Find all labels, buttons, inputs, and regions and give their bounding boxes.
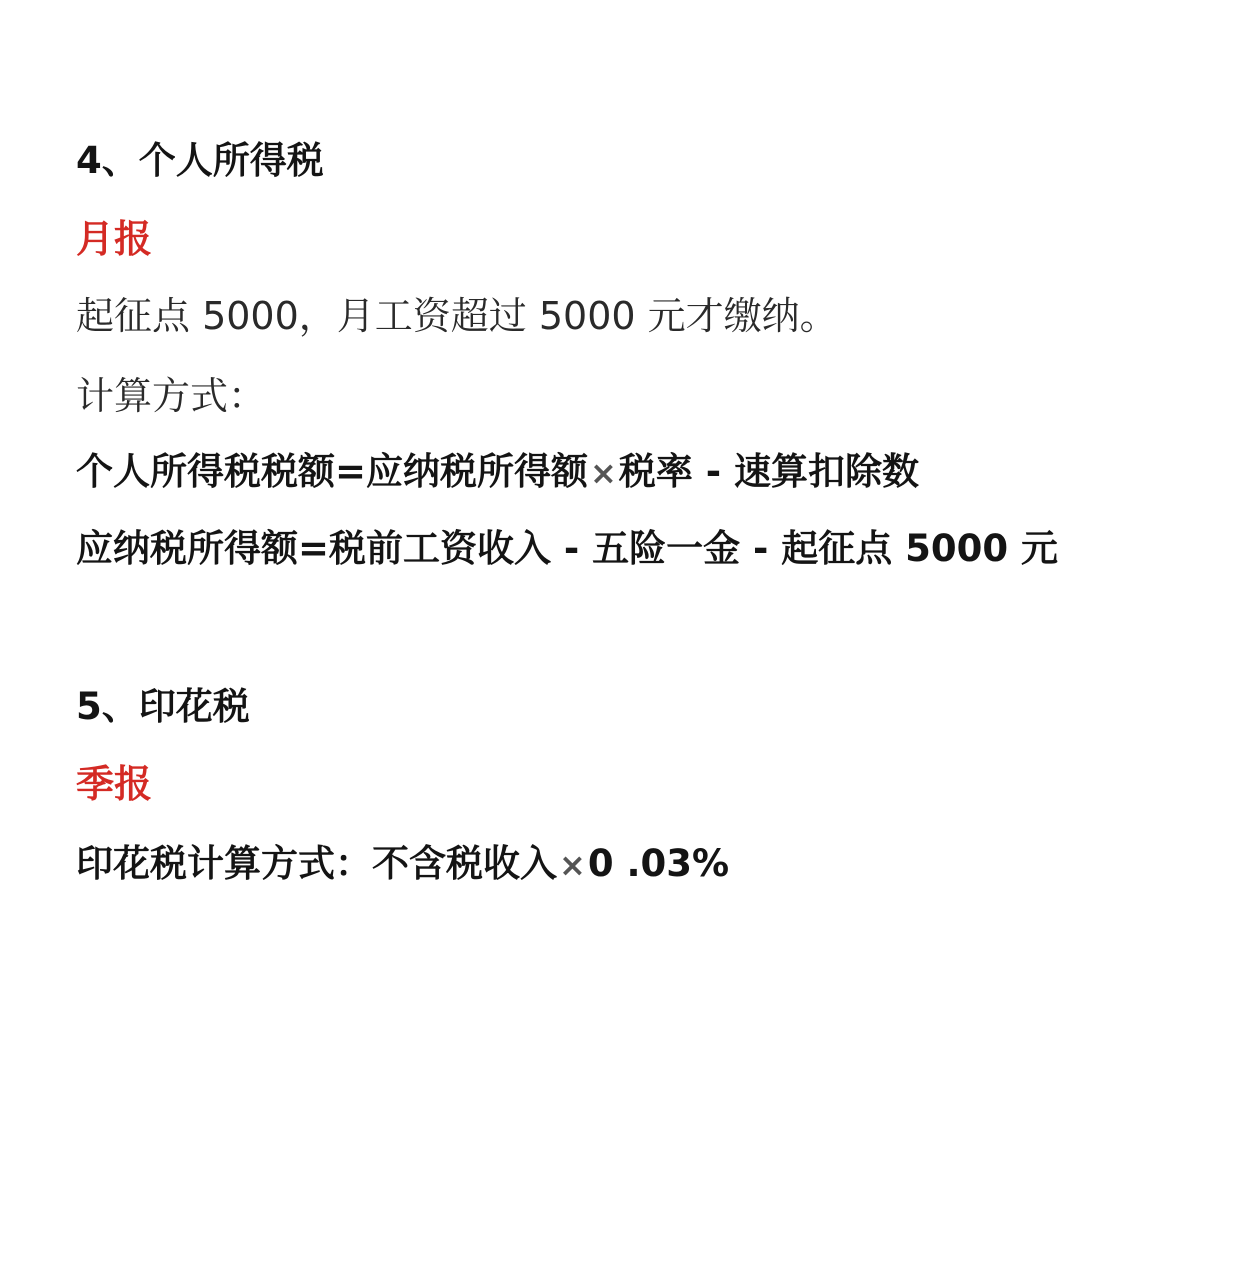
formula-1-right: 税率 - 速算扣除数	[618, 450, 919, 493]
section-4-title: 4、个人所得税	[76, 139, 324, 182]
formula-left: 印花税计算方式：不含税收入	[76, 842, 557, 885]
formula-right: 0 .03%	[587, 842, 730, 885]
section-4-formula-1	[76, 450, 919, 493]
section-4-method-label: 计算方式：	[76, 374, 267, 418]
section-5-period-label: 季报	[76, 762, 153, 806]
multiply-icon: ×	[590, 454, 617, 492]
section-4-period-label: 月报	[76, 217, 153, 261]
section-4-threshold-text: 起征点 5000，月工资超过 5000 元才缴纳。	[76, 294, 838, 338]
section-4-formula-2: 应纳税所得额=税前工资收入 - 五险一金 - 起征点 5000 元	[76, 527, 1058, 570]
section-5-title: 5、印花税	[76, 685, 250, 728]
formula-1-left: 个人所得税税额=应纳税所得额	[76, 450, 589, 493]
multiply-icon: ×	[559, 846, 586, 884]
section-5-formula	[76, 842, 730, 885]
